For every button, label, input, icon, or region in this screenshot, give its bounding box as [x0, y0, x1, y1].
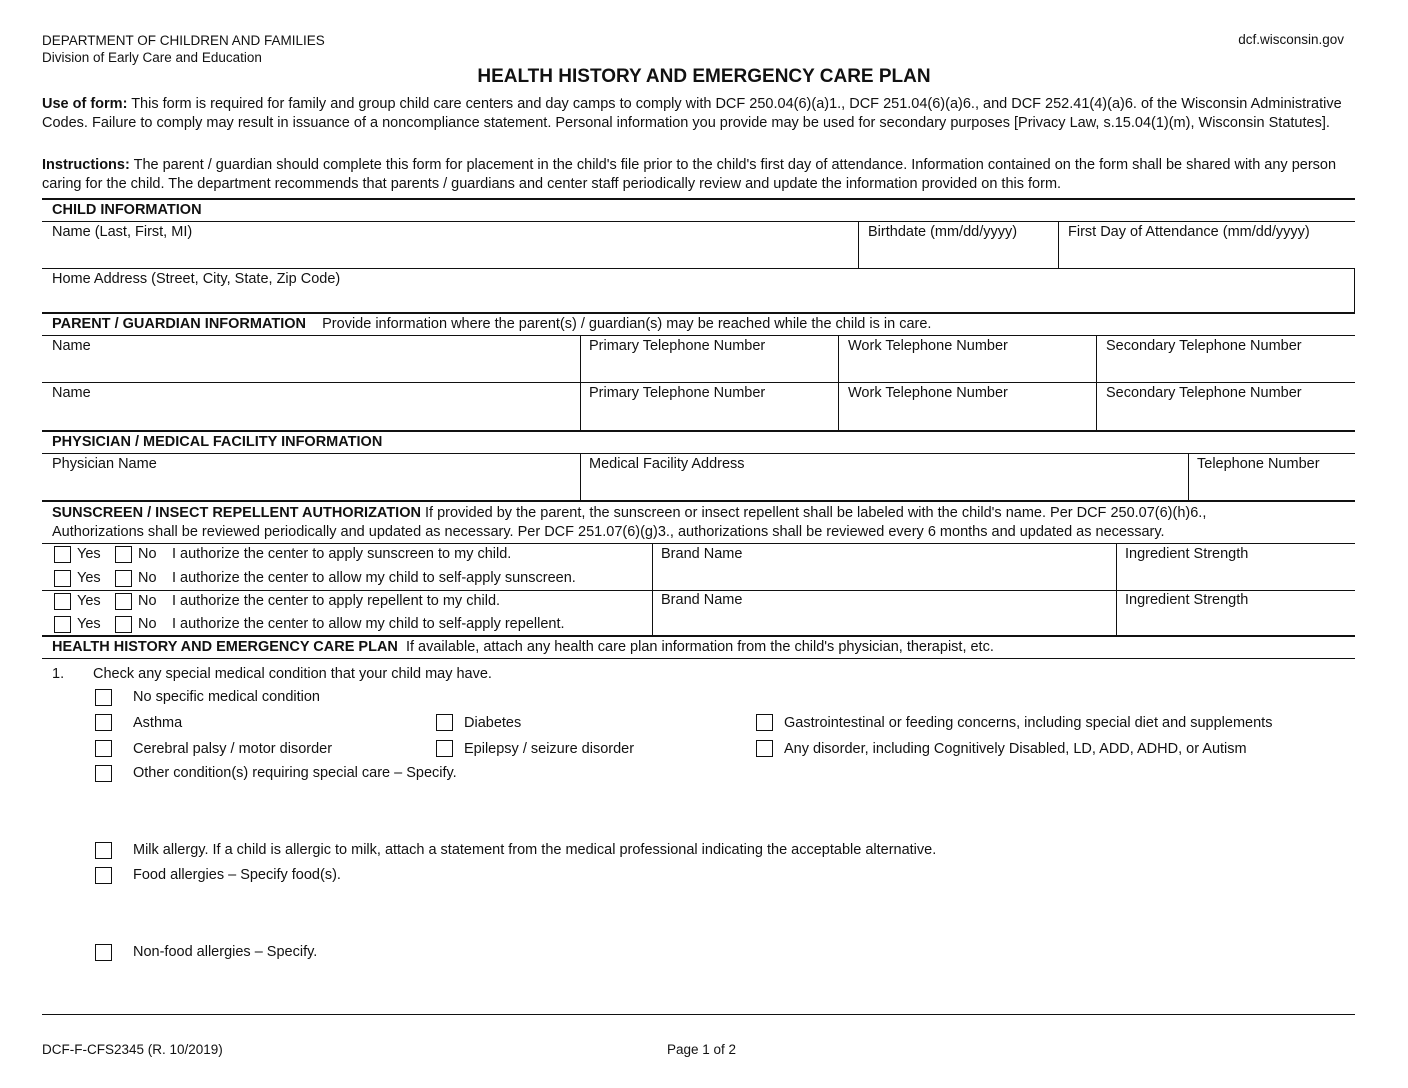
food-allergies-checkbox[interactable] [95, 867, 112, 884]
epilepsy-checkbox[interactable] [436, 740, 453, 757]
home-address-field[interactable]: Home Address (Street, City, State, Zip Code) [52, 271, 341, 287]
parent-work-phone-field[interactable]: Work Telephone Number [848, 385, 1008, 401]
cell-divider [1058, 221, 1059, 268]
child-name-field[interactable]: Name (Last, First, MI) [52, 224, 193, 240]
parent-work-phone-field[interactable]: Work Telephone Number [848, 338, 1008, 354]
first-day-field[interactable]: First Day of Attendance (mm/dd/yyyy) [1068, 224, 1310, 240]
row-divider [42, 590, 1355, 591]
diabetes-label: Diabetes [464, 715, 522, 731]
section-divider [42, 312, 1355, 314]
cognitive-disorder-checkbox[interactable] [756, 740, 773, 757]
cell-divider [580, 453, 581, 500]
use-of-form-paragraph [42, 95, 1362, 132]
cell-divider [580, 335, 581, 382]
row-divider [42, 382, 1355, 383]
row-divider [42, 658, 1355, 659]
parent-info-note: Provide information where the parent(s) / guardian(s) may be reached while the child is in care. [322, 316, 932, 332]
repellent-apply-label: I authorize the center to apply repellent to my child. [172, 593, 501, 609]
section-divider [42, 500, 1355, 502]
section-divider [42, 198, 1355, 200]
gastrointestinal-label: Gastrointestinal or feeding concerns, including special diet and supplements [784, 715, 1273, 731]
use-of-form-label: Use of form: [42, 96, 128, 112]
use-of-form-text: This form is required for family and group child care centers and day camps to comply with DCF 250.04(6)(a)1., DCF 251.04(6)(a)6., and DCF 252.41(4)(a)6. of the Wisconsin Administrative Codes. Failure to comply may result in issuance of a noncompliance statement. Personal information you provide may be used for secondary purposes [Privacy Law, s.15.04(1)(m), Wisconsin Statutes]. [42, 96, 1342, 131]
cell-divider [838, 335, 839, 382]
no-label: No [138, 570, 157, 586]
asthma-checkbox[interactable] [95, 714, 112, 731]
sunscreen-heading-block [52, 504, 1206, 542]
row-divider [42, 543, 1355, 544]
no-label: No [138, 593, 157, 609]
parent-primary-phone-field[interactable]: Primary Telephone Number [589, 338, 766, 354]
cell-divider [1116, 543, 1117, 635]
cell-divider [1096, 335, 1097, 382]
sunscreen-apply-no-checkbox[interactable] [115, 546, 132, 563]
instructions-text: The parent / guardian should complete this form for placement in the child's file prior to the child's first day of attendance. Information contained on the form shall be shared with any person caring for the child. The department recommends that parents / guardians and center staff periodically review and update the information provided on this form. [42, 157, 1337, 192]
parent-info-title: PARENT / GUARDIAN INFORMATION [52, 316, 307, 332]
question-text: Check any special medical condition that your child may have. [93, 666, 492, 682]
row-divider [42, 221, 1355, 222]
cell-divider [652, 543, 653, 635]
no-condition-checkbox[interactable] [95, 689, 112, 706]
sunscreen-note-line1: If provided by the parent, the sunscreen or insect repellent shall be labeled with the child's name. Per DCF 250.07(6)(h)6., [425, 505, 1207, 521]
sunscreen-self-label: I authorize the center to allow my child to self-apply sunscreen. [172, 570, 576, 586]
health-note: If available, attach any health care plan information from the child's physician, therapist, etc. [405, 639, 994, 655]
non-food-allergies-checkbox[interactable] [95, 944, 112, 961]
form-title: HEALTH HISTORY AND EMERGENCY CARE PLAN [477, 66, 931, 87]
division-name: Division of Early Care and Education [42, 50, 262, 65]
parent-name-field[interactable]: Name [52, 385, 91, 401]
diabetes-checkbox[interactable] [436, 714, 453, 731]
repellent-apply-no-checkbox[interactable] [115, 593, 132, 610]
cell-divider [858, 221, 859, 268]
sunscreen-apply-yes-checkbox[interactable] [54, 546, 71, 563]
sunscreen-apply-label: I authorize the center to apply sunscreen to my child. [172, 546, 512, 562]
physician-heading: PHYSICIAN / MEDICAL FACILITY INFORMATION [52, 434, 383, 450]
asthma-label: Asthma [133, 715, 183, 731]
sunscreen-strength-field[interactable]: Ingredient Strength [1125, 546, 1249, 562]
section-divider [42, 430, 1355, 432]
other-condition-checkbox[interactable] [95, 765, 112, 782]
no-condition-label: No specific medical condition [133, 689, 320, 705]
other-condition-label: Other condition(s) requiring special care – Specify. [133, 765, 457, 781]
repellent-self-label: I authorize the center to allow my child to self-apply repellent. [172, 616, 565, 632]
sunscreen-heading: SUNSCREEN / INSECT REPELLENT AUTHORIZATION [52, 505, 421, 521]
no-label: No [138, 546, 157, 562]
parent-primary-phone-field[interactable]: Primary Telephone Number [589, 385, 766, 401]
yes-label: Yes [77, 570, 101, 586]
cell-divider [838, 382, 839, 430]
birthdate-field[interactable]: Birthdate (mm/dd/yyyy) [868, 224, 1018, 240]
cognitive-disorder-label: Any disorder, including Cognitively Disabled, LD, ADD, ADHD, or Autism [784, 741, 1247, 757]
milk-allergy-label: Milk allergy. If a child is allergic to milk, attach a statement from the medical professional indicating the acceptable alternative. [133, 842, 937, 858]
medical-facility-address-field[interactable]: Medical Facility Address [589, 456, 745, 472]
footer-divider [42, 1014, 1355, 1015]
yes-label: Yes [77, 546, 101, 562]
physician-name-field[interactable]: Physician Name [52, 456, 157, 472]
health-heading: HEALTH HISTORY AND EMERGENCY CARE PLAN [52, 639, 398, 655]
repellent-apply-yes-checkbox[interactable] [54, 593, 71, 610]
sunscreen-note-line2: Authorizations shall be reviewed periodically and updated as necessary. Per DCF 251.07(6)(g)3., authorizations shall be reviewed every 6 months and updated as necessary. [52, 524, 1165, 540]
parent-secondary-phone-field[interactable]: Secondary Telephone Number [1106, 385, 1302, 401]
repellent-brand-field[interactable]: Brand Name [661, 592, 743, 608]
repellent-self-no-checkbox[interactable] [115, 616, 132, 633]
website-link[interactable]: dcf.wisconsin.gov [1238, 32, 1344, 47]
page-number: Page 1 of 2 [667, 1042, 737, 1057]
parent-info-heading [52, 316, 931, 332]
food-allergies-label: Food allergies – Specify food(s). [133, 867, 341, 883]
cerebral-palsy-checkbox[interactable] [95, 740, 112, 757]
section-divider [42, 635, 1355, 637]
yes-label: Yes [77, 593, 101, 609]
form-id: DCF-F-CFS2345 (R. 10/2019) [42, 1042, 223, 1057]
sunscreen-brand-field[interactable]: Brand Name [661, 546, 743, 562]
gastrointestinal-checkbox[interactable] [756, 714, 773, 731]
question-number: 1. [52, 666, 65, 682]
no-label: No [138, 616, 157, 632]
agency-header [42, 32, 325, 66]
cell-divider [1354, 268, 1355, 312]
sunscreen-self-no-checkbox[interactable] [115, 570, 132, 587]
instructions-paragraph [42, 156, 1362, 193]
cerebral-palsy-label: Cerebral palsy / motor disorder [133, 741, 333, 757]
cell-divider [580, 382, 581, 430]
repellent-self-yes-checkbox[interactable] [54, 616, 71, 633]
cell-divider [1096, 382, 1097, 430]
repellent-strength-field[interactable]: Ingredient Strength [1125, 592, 1249, 608]
epilepsy-label: Epilepsy / seizure disorder [464, 741, 635, 757]
health-heading-block [52, 639, 994, 655]
instructions-label: Instructions: [42, 157, 130, 173]
parent-name-field[interactable]: Name [52, 338, 91, 354]
sunscreen-self-yes-checkbox[interactable] [54, 570, 71, 587]
row-divider [42, 335, 1355, 336]
yes-label: Yes [77, 616, 101, 632]
non-food-allergies-label: Non-food allergies – Specify. [133, 944, 318, 960]
department-name: DEPARTMENT OF CHILDREN AND FAMILIES [42, 33, 325, 48]
row-divider [42, 268, 1355, 269]
milk-allergy-checkbox[interactable] [95, 842, 112, 859]
parent-secondary-phone-field[interactable]: Secondary Telephone Number [1106, 338, 1302, 354]
child-info-heading: CHILD INFORMATION [52, 202, 202, 218]
physician-phone-field[interactable]: Telephone Number [1197, 456, 1320, 472]
row-divider [42, 453, 1355, 454]
cell-divider [1188, 453, 1189, 500]
